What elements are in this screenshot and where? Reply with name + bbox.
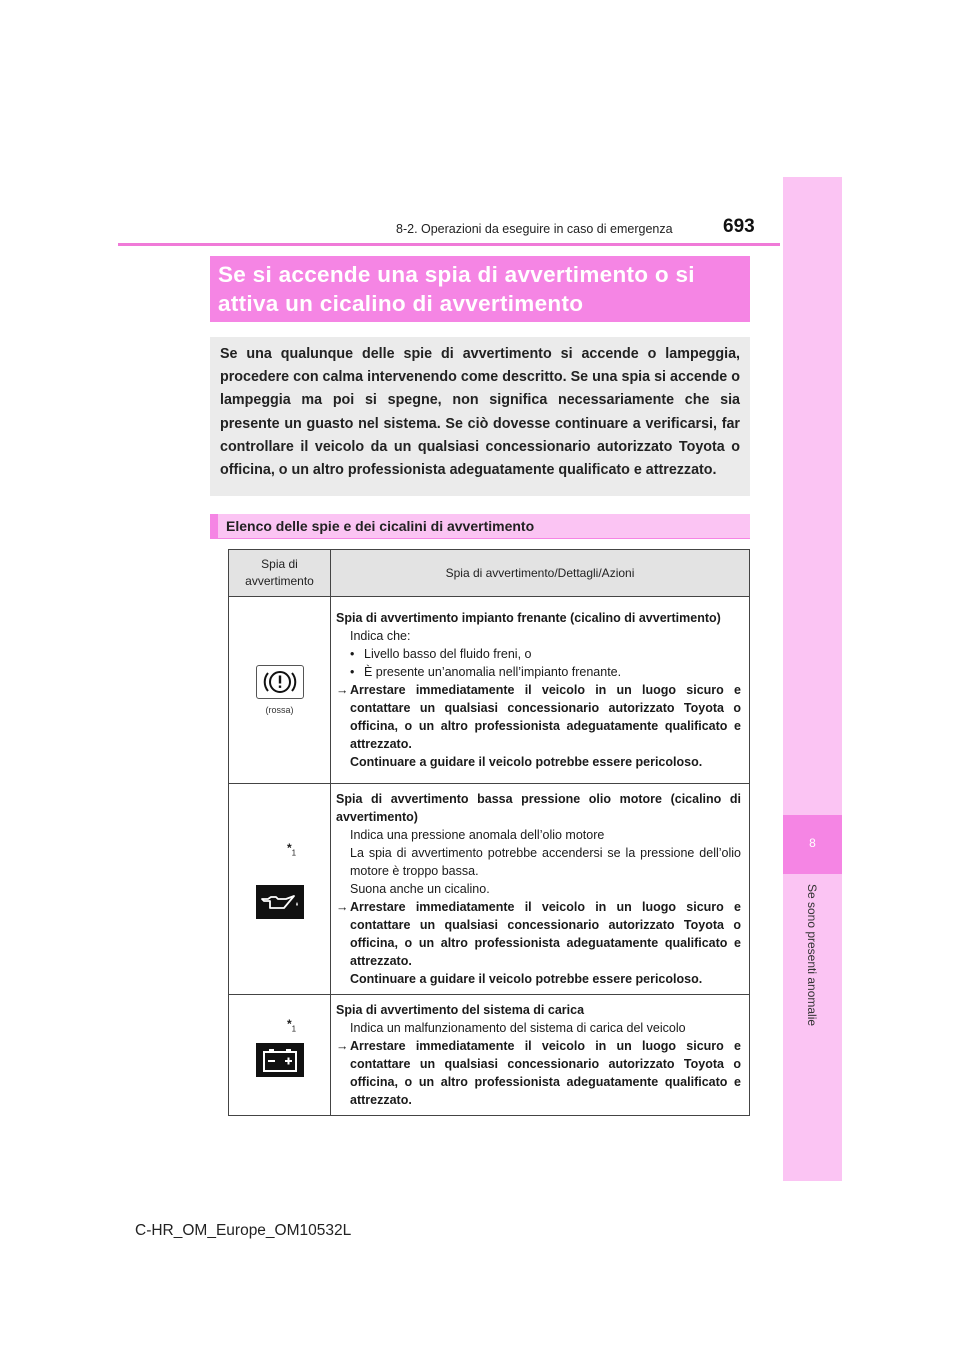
details-cell — [331, 995, 750, 1116]
oil-pressure-icon — [256, 885, 304, 919]
chapter-side-label: Se sono presenti anomalie — [805, 883, 819, 1027]
icon-cell — [229, 995, 331, 1116]
arrow-icon: → — [336, 1039, 349, 1053]
entry-title: Spia di avvertimento del sistema di carica — [336, 1003, 585, 1017]
bullet-item: • È presente un’anomalia nell’impianto frenante. — [350, 665, 622, 679]
action-text: → Arrestare immediatamente il veicolo in un luogo sicuro e contattare un qualsiasi concessionario autorizzato Toyota o officina, o un altro professionista adeguatamente qualificato e attrezzato. — [336, 683, 741, 751]
warning-lights-table — [228, 549, 750, 1116]
col-header-light: Spia di avvertimento — [229, 550, 331, 597]
details-cell — [331, 784, 750, 995]
header-divider — [118, 243, 780, 246]
chapter-side-tab — [783, 177, 842, 1181]
entry-title: Spia di avvertimento impianto frenante (cicalino di avvertimento) — [336, 611, 721, 625]
action-extra-text: Continuare a guidare il veicolo potrebbe essere pericoloso. — [350, 755, 703, 769]
entry-title: Spia di avvertimento bassa pressione olio motore (cicalino di avvertimento) — [336, 792, 741, 824]
icon-caption: (rossa) — [265, 705, 294, 715]
action-text: → Arrestare immediatamente il veicolo in un luogo sicuro e contattare un qualsiasi concessionario autorizzato Toyota o officina, o un altro professionista adeguatamente qualificato e attrezzato. — [336, 900, 741, 968]
section-heading — [210, 514, 750, 539]
section-heading-underline — [210, 538, 750, 539]
table-header-row — [229, 550, 750, 597]
page-title-line-2: attiva un cicalino di avvertimento — [218, 291, 584, 316]
entry-line: Indica che: — [350, 629, 411, 643]
page-title — [210, 256, 750, 322]
entry-line: La spia di avvertimento potrebbe accendersi se la pressione dell’olio motore è troppo bassa. — [350, 846, 741, 878]
page-title-line-1: Se si accende una spia di avvertimento o si — [218, 262, 695, 287]
chapter-number: 8 — [809, 836, 816, 850]
icon-cell — [229, 784, 331, 995]
arrow-icon: → — [336, 683, 349, 697]
table-row — [229, 597, 750, 784]
document-code-footer: C-HR_OM_Europe_OM10532L — [135, 1222, 352, 1239]
intro-box — [210, 337, 750, 496]
header-section-title: 8-2. Operazioni da eseguire in caso di emergenza — [396, 222, 673, 236]
icon-cell — [229, 597, 331, 784]
intro-text: Se una qualunque delle spie di avvertimento si accende o lampeggia, procedere con calma intervenendo come descritto. Se una spia si accende o lampeggia ma poi si spegne, non significa necessariamente che sia presente un guasto nel sistema. Se ciò dovesse continuare a verificarsi, far controllare il veicolo da un qualsiasi concessionario autorizzato Toyota o officina, o un altro professionista adeguatamente qualificato e attrezzato. — [220, 346, 740, 479]
brake-warning-icon — [256, 665, 304, 699]
footnote-marker: $*_1$ — [287, 1017, 297, 1034]
entry-line: Indica una pressione anomala dell’olio motore — [350, 828, 605, 842]
action-extra-text: Continuare a guidare il veicolo potrebbe essere pericoloso. — [350, 972, 703, 986]
details-cell — [331, 597, 750, 784]
table-row — [229, 784, 750, 995]
table-row — [229, 995, 750, 1116]
col-header-details: Spia di avvertimento/Dettagli/Azioni — [331, 550, 750, 597]
arrow-icon: → — [336, 900, 349, 914]
section-heading-text: Elenco delle spie e dei cicalini di avvertimento — [226, 518, 535, 534]
entry-line: Indica un malfunzionamento del sistema di carica del veicolo — [350, 1021, 686, 1035]
page-number: 693 — [723, 216, 755, 237]
battery-charge-icon — [256, 1043, 304, 1077]
bullet-item: • Livello basso del fluido freni, o — [350, 647, 532, 661]
footnote-marker: $*_1$ — [287, 841, 297, 858]
entry-line: Suona anche un cicalino. — [350, 882, 490, 896]
action-text: → Arrestare immediatamente il veicolo in un luogo sicuro e contattare un qualsiasi concessionario autorizzato Toyota o officina, o un altro professionista adeguatamente qualificato e attrezzato. — [336, 1039, 741, 1107]
